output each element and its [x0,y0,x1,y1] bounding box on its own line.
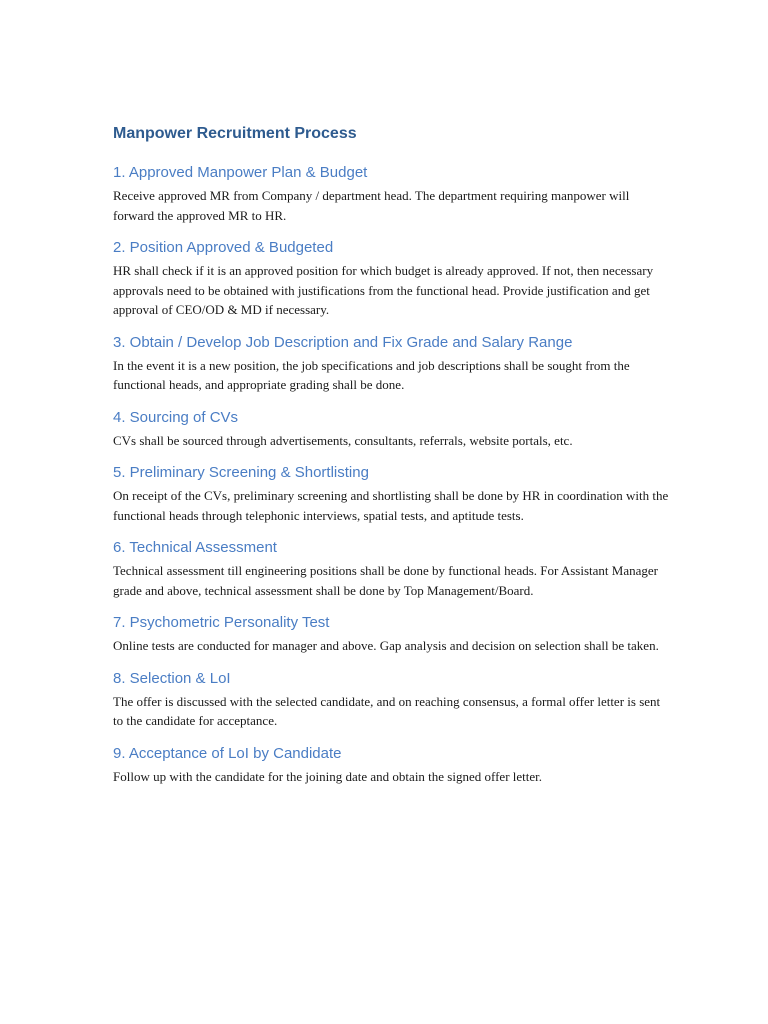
section-selection-loi [113,668,673,731]
section-acceptance-loi [113,743,673,787]
section-body: HR shall check if it is an approved position for which budget is already approved. If not, then necessary approvals need to be obtained with justifications from the functional head. Provide justification and get approval of CEO/OD & MD if necessary. [113,263,654,317]
section-body: CVs shall be sourced through advertisements, consultants, referrals, website portals, etc. [113,432,573,448]
section-body: Receive approved MR from Company / department head. The department requiring manpower will forward the approved MR to HR. [113,188,630,223]
section-heading: 6. Technical Assessment [113,539,277,556]
section-body: On receipt of the CVs, preliminary screening and shortlisting shall be done by HR in coordination with the functional heads through telephonic interviews, spatial tests, and aptitude tests. [113,488,669,523]
section-body: Follow up with the candidate for the joining date and obtain the signed offer letter. [113,768,543,784]
document-page [113,120,673,798]
section-technical-assessment [113,537,673,600]
section-approved-manpower-plan [113,162,673,225]
section-job-description [113,332,673,395]
section-body: In the event it is a new position, the job specifications and job descriptions shall be sought from the functional heads, and appropriate grading shall be done. [113,357,630,392]
section-heading: 3. Obtain / Develop Job Description and Fix Grade and Salary Range [113,333,573,351]
section-psychometric-test [113,612,673,656]
section-heading: 5. Preliminary Screening & Shortlisting [113,464,369,481]
section-sourcing-cvs [113,407,673,451]
document-title: Manpower Recruitment Process [113,125,357,142]
section-heading: 1. Approved Manpower Plan & Budget [113,164,368,181]
section-heading: 2. Position Approved & Budgeted [113,239,334,256]
section-heading: 9. Acceptance of LoI by Candidate [113,744,342,762]
section-preliminary-screening [113,462,673,525]
section-heading: 7. Psychometric Personality Test [113,614,330,631]
section-heading: 4. Sourcing of CVs [113,408,239,426]
section-body: Technical assessment till engineering positions shall be done by functional heads. For Assistant Manager grade and above, technical assessment shall be done by Top Management/Board. [113,563,658,598]
section-position-approved [113,237,673,320]
section-heading: 8. Selection & LoI [113,669,231,687]
section-body: Online tests are conducted for manager and above. Gap analysis and decision on selection shall be taken. [113,638,659,653]
section-body: The offer is discussed with the selected candidate, and on reaching consensus, a formal offer letter is sent to the candidate for acceptance. [113,693,661,728]
